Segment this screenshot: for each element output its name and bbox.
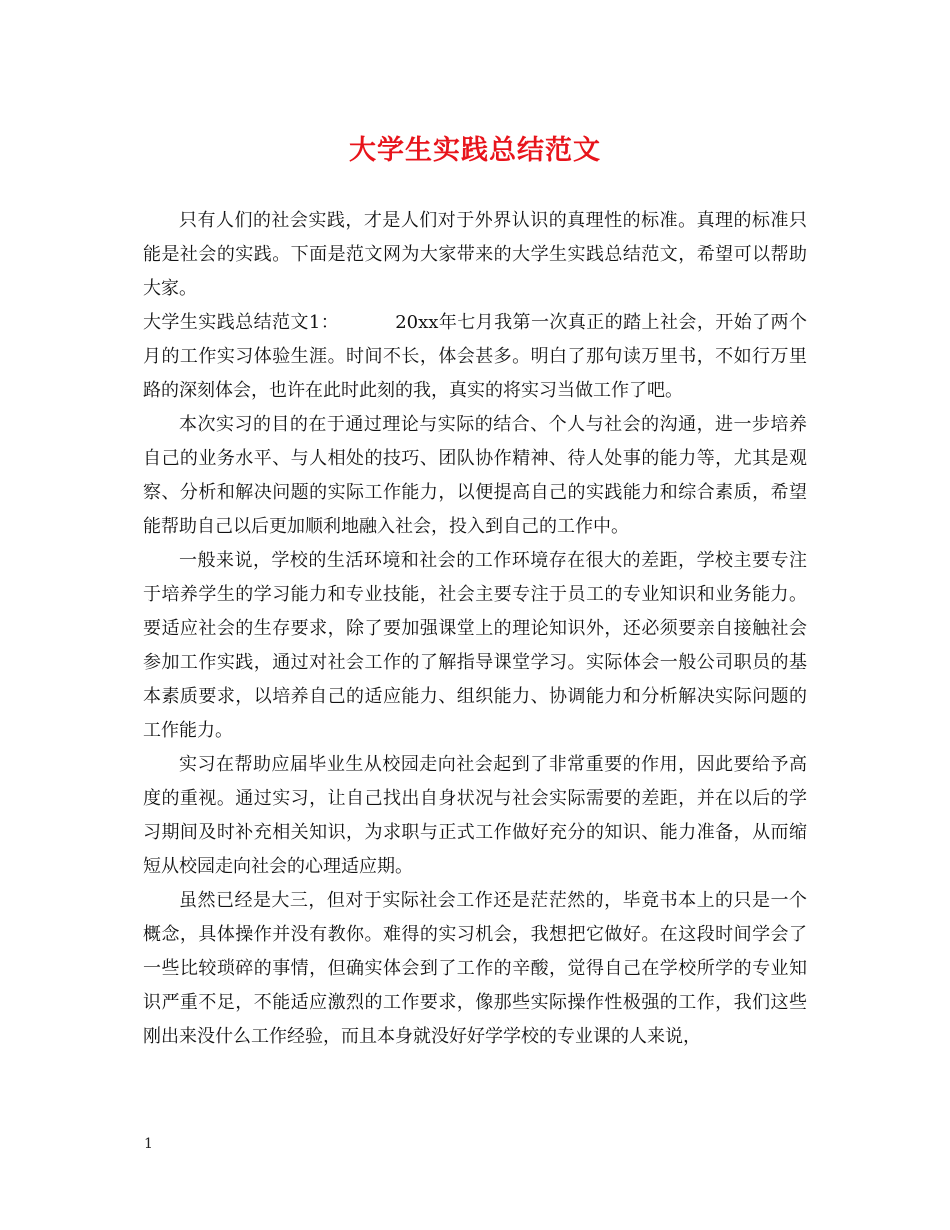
section-first-text: 20xx年七月我第一次真正的踏上社会，开始了两个月的工作实习体验生涯。时间不长，体会甚多。明白了那句读万里书，不如行万里路的深刻体会，也许在此时此刻的我，真实的将实习当做工作了吧。 xyxy=(143,312,807,401)
document-body xyxy=(143,204,807,1054)
document-title: 大学生实践总结范文 xyxy=(349,135,601,166)
page-number: 1 xyxy=(144,1136,153,1152)
intro-paragraph: 只有人们的社会实践，才是人们对于外界认识的真理性的标准。真理的标准只能是社会的实践。下面是范文网为大家带来的大学生实践总结范文，希望可以帮助大家。 xyxy=(143,210,807,299)
body-paragraph: 虽然已经是大三，但对于实际社会工作还是茫茫然的，毕竟书本上的只是一个概念，具体操作并没有教你。难得的实习机会，我想把它做好。在这段时间学会了一些比较琐碎的事情，但确实体会到了工作的辛酸，觉得自己在学校所学的专业知识严重不足，不能适应激烈的工作要求，像那些实际操作性极强的工作，我们这些刚出来没什么工作经验，而且本身就没好好学学校的专业课的人来说， xyxy=(143,890,807,1047)
section-label: 大学生实践总结范文1： xyxy=(143,312,340,333)
body-paragraph: 实习在帮助应届毕业生从校园走向社会起到了非常重要的作用，因此要给予高度的重视。通过实习，让自己找出自身状况与社会实际需要的差距，并在以后的学习期间及时补充相关知识，为求职与正式工作做好充分的知识、能力准备，从而缩短从校园走向社会的心理适应期。 xyxy=(143,754,807,877)
body-paragraph: 一般来说，学校的生活环境和社会的工作环境存在很大的差距，学校主要专注于培养学生的学习能力和专业技能，社会主要专注于员工的专业知识和业务能力。要适应社会的生存要求，除了要加强课堂上的理论知识外，还必须要亲自接触社会参加工作实践，通过对社会工作的了解指导课堂学习。实际体会一般公司职员的基本素质要求，以培养自己的适应能力、组织能力、协调能力和分析解决实际问题的工作能力。 xyxy=(143,550,807,741)
section-first-paragraph xyxy=(143,306,807,408)
body-paragraph: 本次实习的目的在于通过理论与实际的结合、个人与社会的沟通，进一步培养自己的业务水平、与人相处的技巧、团队协作精神、待人处事的能力等，尤其是观察、分析和解决问题的实际工作能力，以便提高自己的实践能力和综合素质，希望能帮助自己以后更加顺利地融入社会，投入到自己的工作中。 xyxy=(143,414,807,537)
